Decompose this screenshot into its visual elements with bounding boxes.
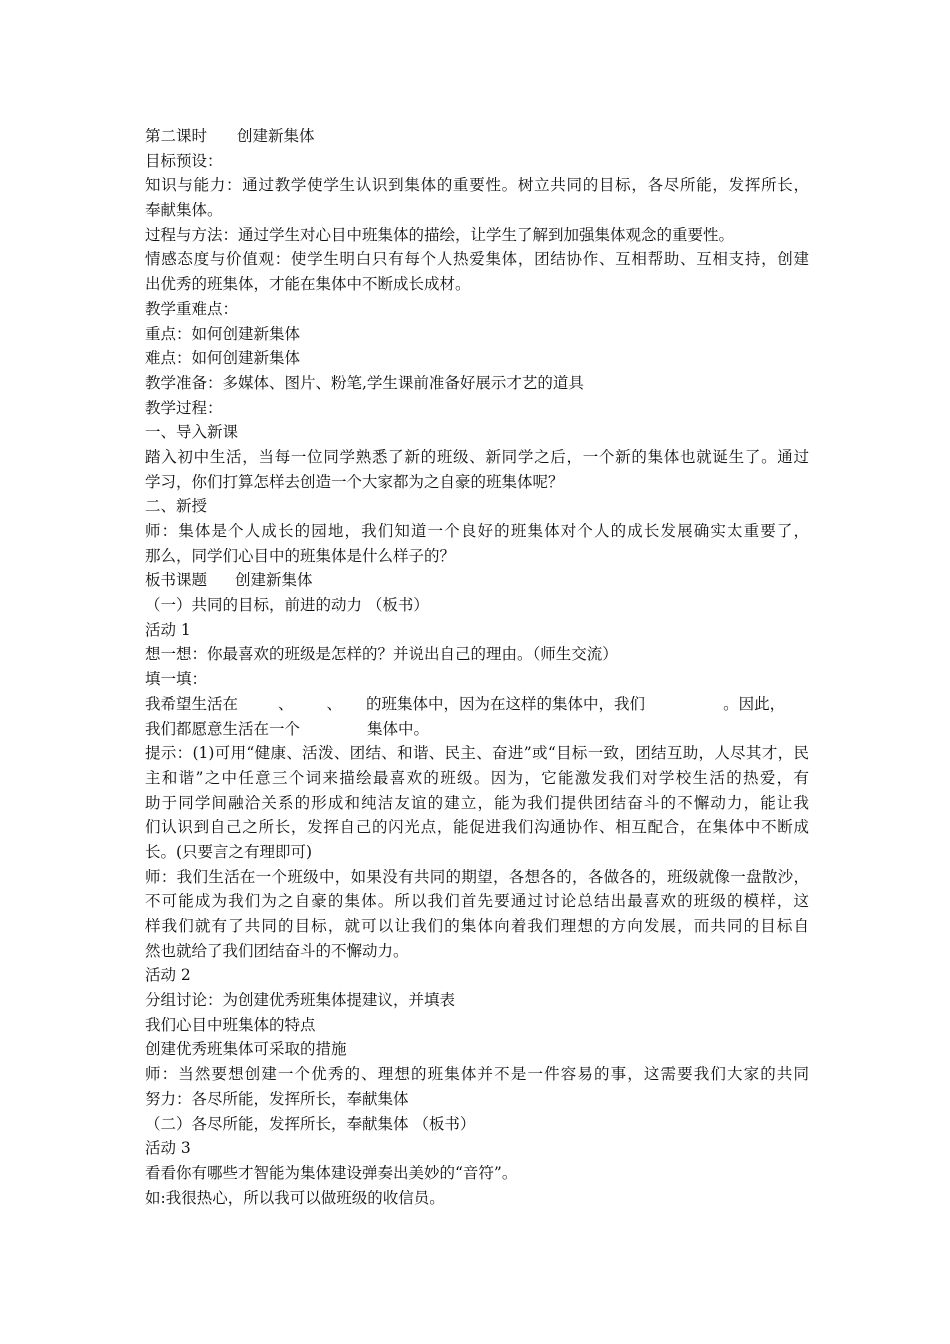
fill-text: 集体中。 — [367, 719, 430, 738]
intro-line-2: 学习，你们打算怎样去创造一个大家都为之自豪的班集体呢？ — [145, 472, 564, 491]
subtitle-common-goal: （一）共同的目标，前进的动力 （板书） — [145, 596, 429, 615]
board-title-name: 创建新集体 — [235, 571, 313, 590]
knowledge-line-1: 知识与能力：通过教学使学生认识到集体的重要性。树立共同的目标，各尽所能，发挥所长， — [145, 176, 809, 195]
key-point: 重点：如何创建新集体 — [145, 324, 301, 343]
fill-text: 我们都愿意生活在一个 — [145, 719, 301, 738]
fill-text: 我希望生活在 — [145, 694, 239, 713]
class-features: 我们心目中班集体的特点 — [145, 1015, 316, 1034]
teacher2-line-1: 师：我们生活在一个班级中，如果没有共同的期望，各想各的，各做各的，班级就像一盘散沙， — [145, 867, 809, 886]
lesson-title — [145, 124, 809, 149]
attitude-line-2: 出优秀的班集体，才能在集体中不断成长成材。 — [145, 275, 471, 294]
teacher2-line-2: 不可能成为我们为之自豪的集体。所以我们首先要通过讨论总结出最喜欢的班级的模样，这 — [145, 892, 809, 911]
hint-line-5: 长。(只要言之有理即可) — [145, 842, 313, 861]
fill-text: 、 — [278, 694, 294, 713]
class-measures: 创建优秀班集体可采取的措施 — [145, 1040, 347, 1059]
activity-2: 活动 2 — [145, 966, 191, 985]
lesson-number: 第二课时 — [145, 127, 208, 145]
board-title — [145, 568, 809, 593]
fill-text: 、 — [326, 694, 343, 713]
group-discussion: 分组讨论：为创建优秀班集体提建议，并填表 — [145, 991, 456, 1010]
subtitle-contribute: （二）各尽所能，发挥所长，奉献集体 （板书） — [145, 1114, 476, 1133]
teacher3-line-1: 师：当然要想创建一个优秀的、理想的班集体并不是一件容易的事，这需要我们大家的共同 — [145, 1065, 809, 1084]
fill-text: 的班集体中，因为在这样的集体中，我们 — [366, 694, 646, 713]
lesson-name: 创建新集体 — [237, 127, 315, 145]
hint-line-1: 提示：(1)可用“健康、活泼、团结、和谐、民主、奋进”或“目标一致，团结互助，人尽其才，民 — [145, 744, 809, 763]
preparation: 教学准备：多媒体、图片、粉笔,学生课前准备好展示才艺的道具 — [145, 373, 584, 392]
section-new-heading: 二、新授 — [145, 497, 208, 516]
intro-line-1: 踏入初中生活，当每一位同学熟悉了新的班级、新同学之后，一个新的集体也就诞生了。通过 — [145, 447, 809, 466]
attitude-line-1: 情感态度与价值观：使学生明白只有每个人热爱集体，团结协作、互相帮助、互相支持，创建 — [145, 250, 809, 269]
teacher-line-2: 那么，同学们心目中的班集体是什么样子的？ — [145, 546, 456, 565]
example: 如:我很热心，所以我可以做班级的收信员。 — [145, 1188, 445, 1207]
teacher3-line-2: 努力：各尽所能，发挥所长，奉献集体 — [145, 1089, 409, 1108]
teacher2-line-4: 然也就给了我们团结奋斗的不懈动力。 — [145, 941, 409, 960]
hint-line-4: 们认识到自己之所长，发挥自己的闪光点，能促进我们沟通协作、相互配合，在集体中不断成 — [145, 818, 809, 837]
hint-line-2: 主和谐”之中任意三个词来描绘最喜欢的班级。因为，它能激发我们对学校生活的热爱，有 — [145, 768, 809, 787]
knowledge-line-2: 奉献集体。 — [145, 201, 223, 220]
document-page — [145, 124, 809, 1210]
hard-point: 难点：如何创建新集体 — [145, 349, 301, 368]
fill-text: 。因此， — [723, 694, 786, 713]
difficulty-heading: 教学重难点： — [145, 299, 239, 318]
goals-heading: 目标预设： — [145, 151, 223, 170]
fill-blank-line-2 — [145, 717, 809, 742]
board-title-label: 板书课题 — [145, 571, 208, 590]
fill-heading: 填一填： — [145, 670, 208, 689]
see-talents: 看看你有哪些才智能为集体建设弹奏出美妙的“音符”。 — [145, 1163, 518, 1182]
fill-blank-line-1 — [145, 692, 809, 717]
section-intro-heading: 一、导入新课 — [145, 423, 239, 442]
process-heading: 教学过程： — [145, 398, 223, 417]
activity-1: 活动 1 — [145, 620, 191, 639]
hint-line-3: 助于同学间融洽关系的形成和纯洁友谊的建立，能为我们提供团结奋斗的不懈动力，能让我 — [145, 793, 809, 812]
teacher-line-1: 师：集体是个人成长的园地，我们知道一个良好的班集体对个人的成长发展确实太重要了， — [145, 522, 809, 540]
think-prompt: 想一想：你最喜欢的班级是怎样的？并说出自己的理由。（师生交流） — [145, 645, 618, 664]
process-method: 过程与方法：通过学生对心目中班集体的描绘，让学生了解到加强集体观念的重要性。 — [145, 225, 735, 244]
teacher2-line-3: 样我们就有了共同的目标，就可以让我们的集体向着我们理想的方向发展，而共同的目标自 — [145, 917, 809, 935]
activity-3: 活动 3 — [145, 1139, 191, 1158]
